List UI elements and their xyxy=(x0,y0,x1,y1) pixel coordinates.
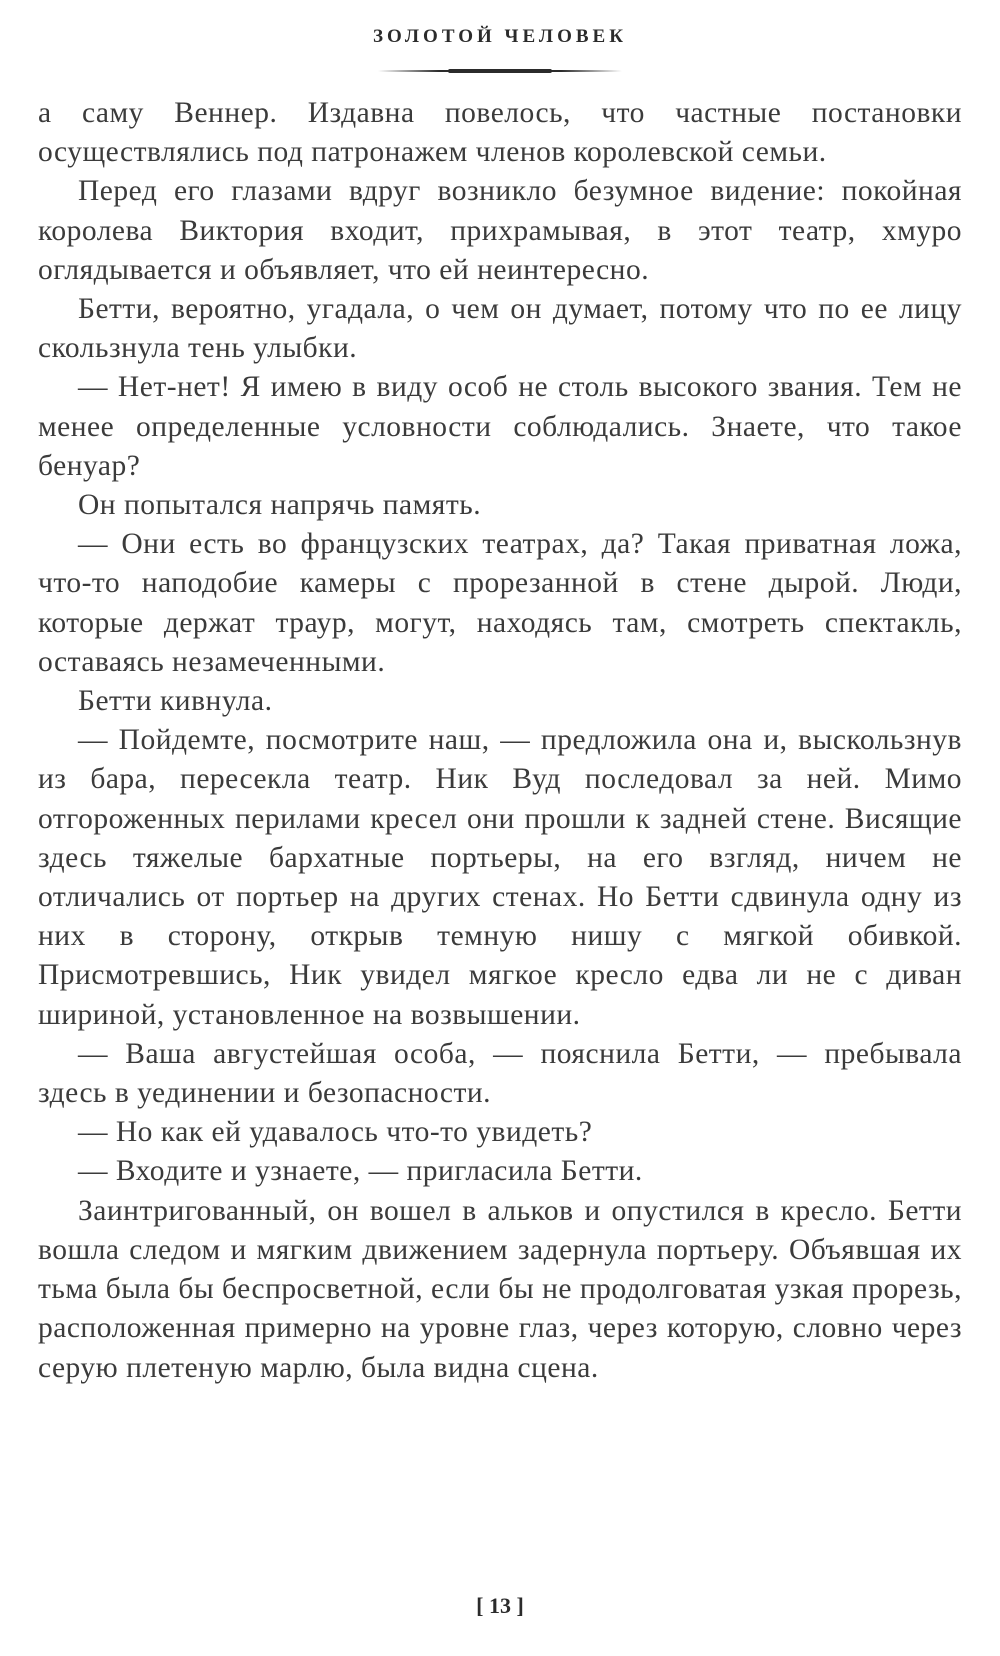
page-number: [ 13 ] xyxy=(476,1593,524,1618)
header-ornament-rule xyxy=(378,70,622,72)
paragraph: Перед его глазами вдруг возникло безумное видение: покойная королева Виктория входит, прихрамывая, в этот театр, хмуро оглядывается и объявляет, что ей неинтересно. xyxy=(38,175,962,286)
paragraph: — Входите и узнаете, — пригласила Бетти. xyxy=(78,1155,643,1188)
paragraph: Бетти кивнула. xyxy=(78,685,273,718)
paragraph: Он попытался напрячь память. xyxy=(78,489,482,522)
paragraph: а саму Веннер. Издавна повелось, что частные постановки осуществлялись под патронажем членов королевской семьи. xyxy=(38,97,962,169)
paragraph: — Пойдемте, посмотрите наш, — предложила она и, выскользнув из бара, пересекла театр. Ник Вуд последовал за ней. Мимо отгороженных перилами кресел они прошли к задней стене. Висящие здесь тяжелые бархатные портьеры, на его взгляд, ничем не отличались от портьер на других стенах. Но Бетти сдвинула одну из них в сторону, открыв темную нишу с мягкой обивкой. Присмотревшись, Ник увидел мягкое кресло едва ли не с диван шириной, установленное на возвышении. xyxy=(38,724,962,1031)
paragraph: — Но как ей удавалось что-то увидеть? xyxy=(78,1116,593,1149)
running-head-title: ЗОЛОТОЙ ЧЕЛОВЕК xyxy=(373,26,627,47)
paragraph: Бетти, вероятно, угадала, о чем он думает, потому что по ее лицу скользнула тень улыбки. xyxy=(38,293,962,365)
body-text xyxy=(38,94,962,1388)
paragraph: — Ваша августейшая особа, — пояснила Бетти, — пребывала здесь в уединении и безопасности. xyxy=(38,1037,962,1110)
paragraph: — Они есть во французских театрах, да? Такая приватная ложа, что-то наподобие камеры с прорезанной в стене дырой. Люди, которые держат траур, могут, находясь там, смотреть спектакль, оставаясь незамеченными. xyxy=(38,528,962,678)
paragraph: Заинтригованный, он вошел в альков и опустился в кресло. Бетти вошла следом и мягким движением задернула портьеру. Объявшая их тьма была бы беспросветной, если бы не продолговатая узкая прорезь, расположенная примерно на уровне глаз, через которую, словно через серую плетеную марлю, была видна сцена. xyxy=(38,1194,962,1384)
paragraph: — Нет-нет! Я имею в виду особ не столь высокого звания. Тем не менее определенные условности соблюдались. Знаете, что такое бенуар? xyxy=(38,371,962,482)
